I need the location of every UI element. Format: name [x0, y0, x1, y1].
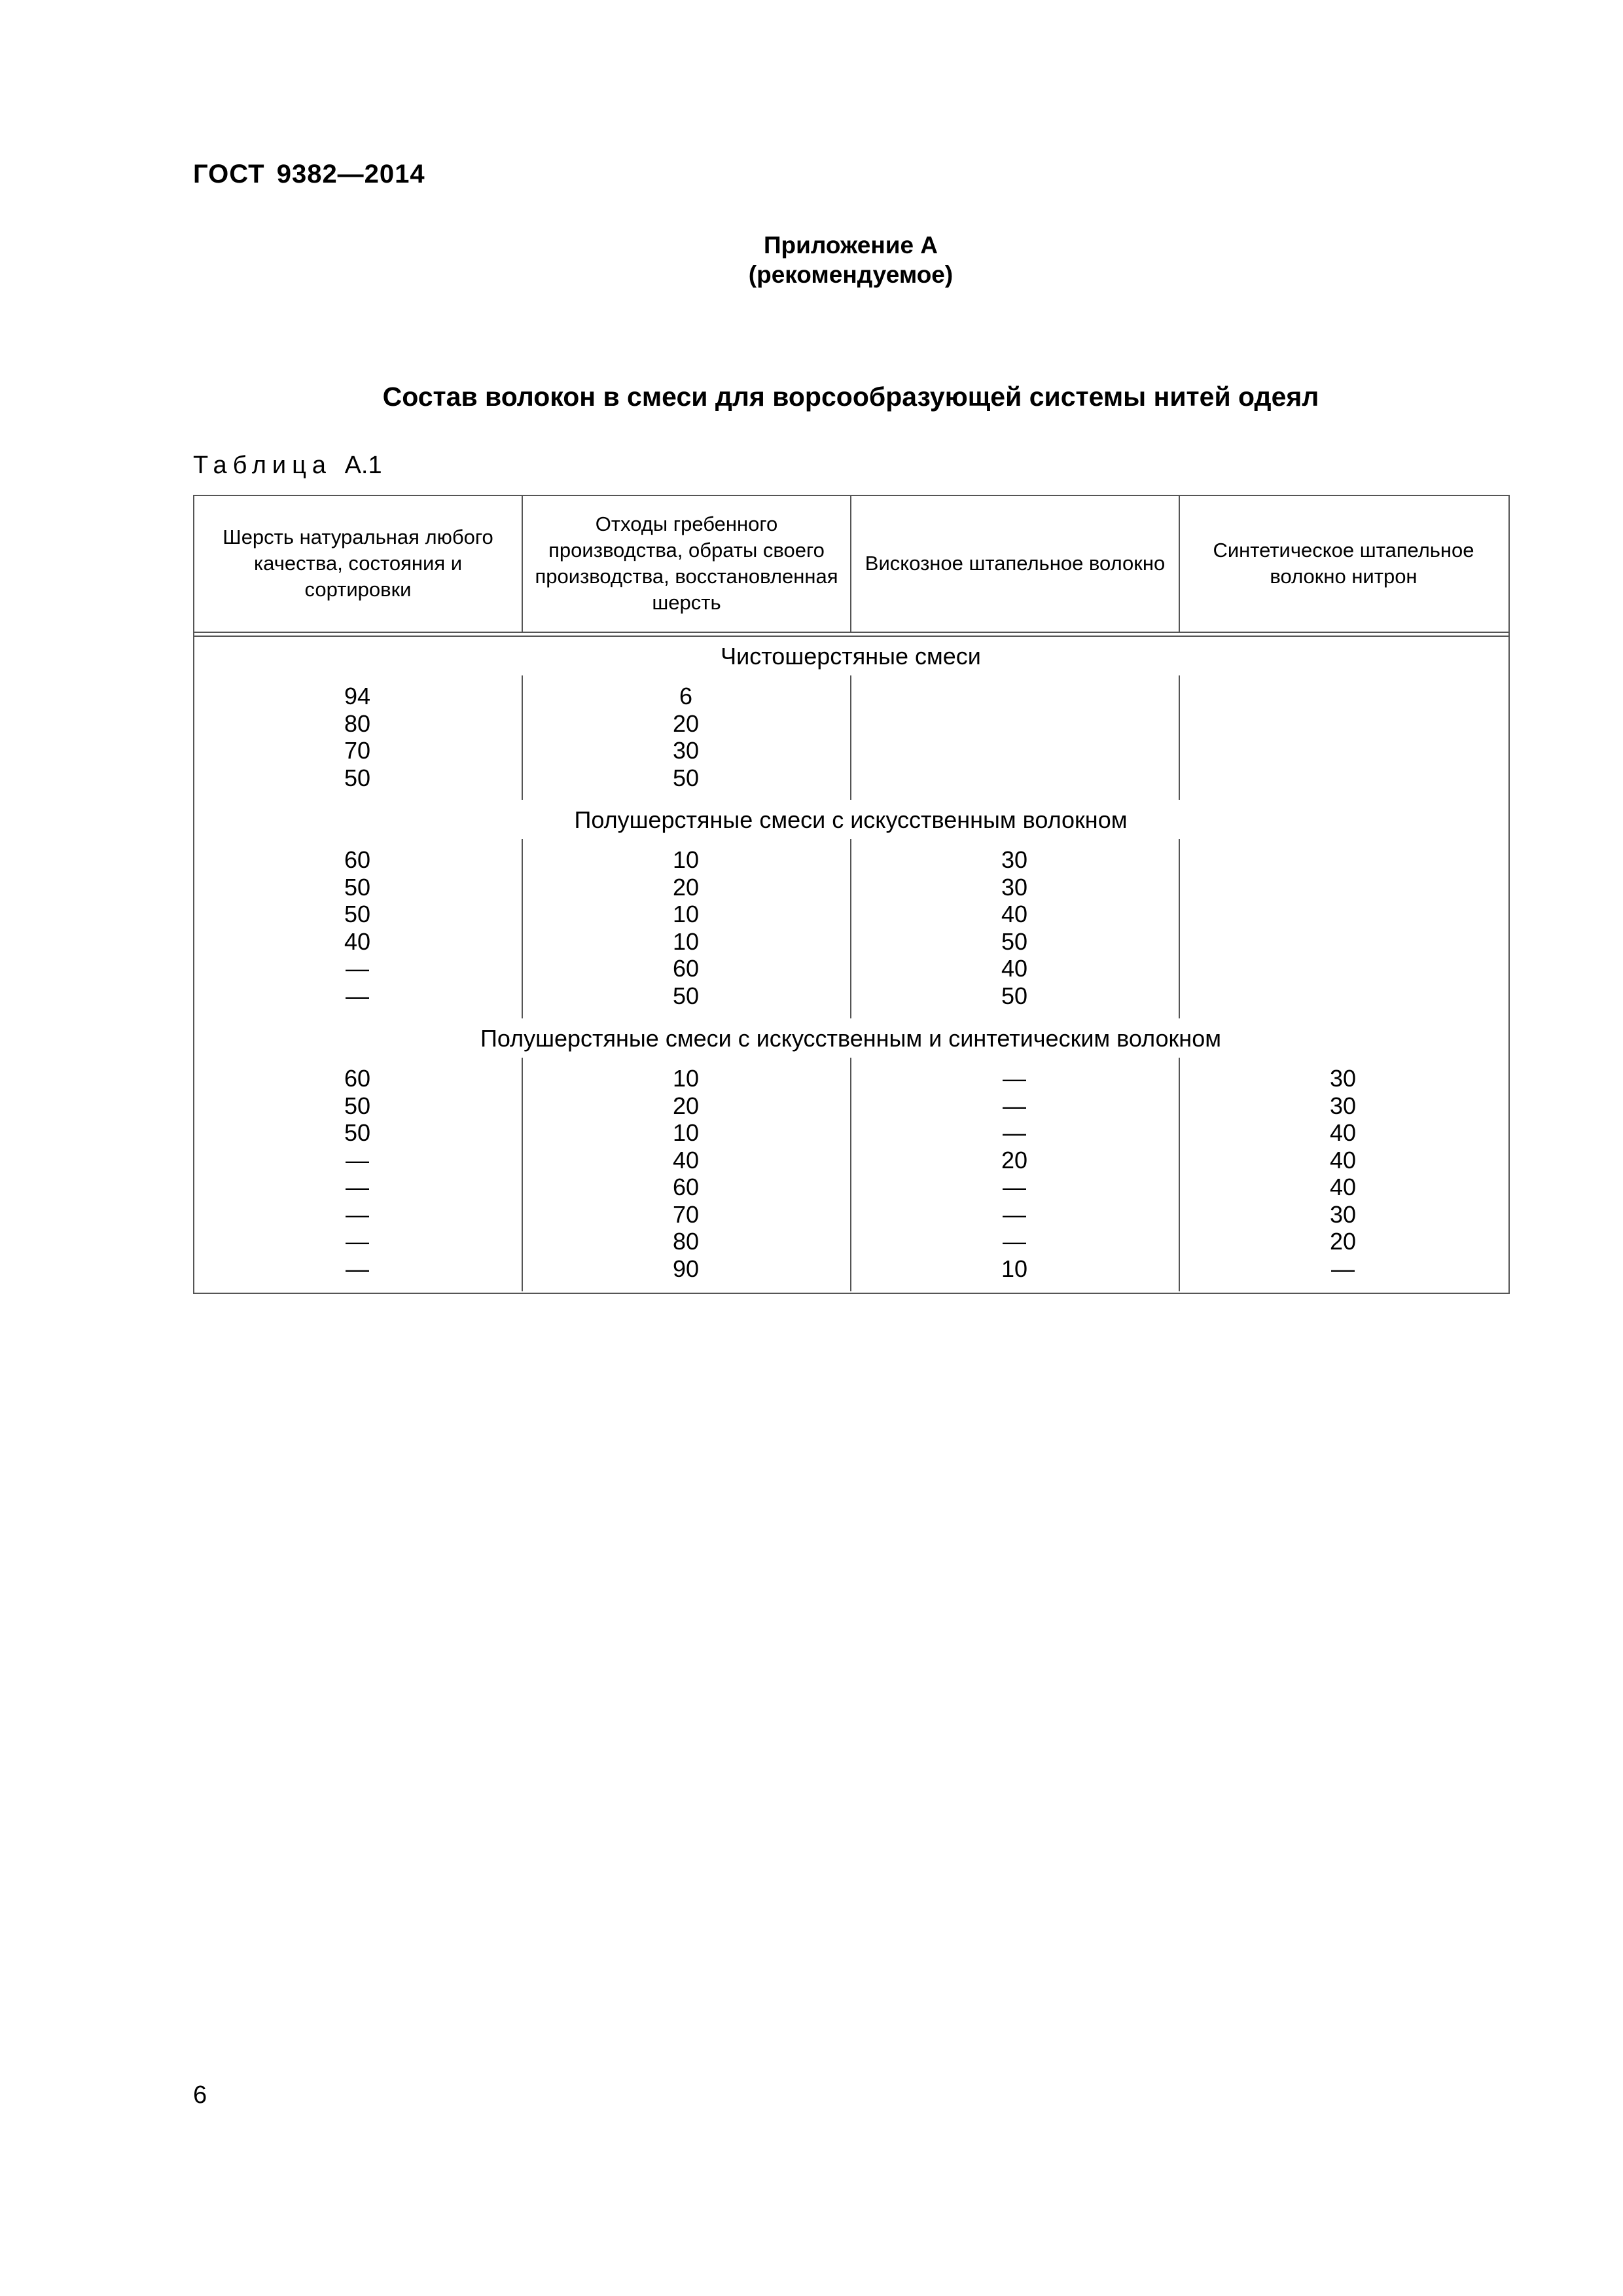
table-cell: 10: [672, 901, 700, 927]
table-cell: 40: [344, 927, 371, 955]
table-cell: —: [1003, 1065, 1026, 1092]
table-cell: —: [1003, 1200, 1026, 1228]
table-label-number: А.1: [344, 452, 382, 479]
table-cell: 10: [672, 927, 700, 955]
table-cell: 70: [344, 737, 371, 764]
table-cell: —: [1003, 1228, 1026, 1255]
table-cell: 10: [1001, 1255, 1028, 1282]
table-cell: 40: [1329, 1119, 1357, 1146]
table-cell: —: [1003, 1092, 1026, 1119]
header-rule-bottom: [193, 636, 1508, 637]
group3-column-waste: [522, 1065, 850, 1282]
table-cell: 94: [344, 683, 371, 709]
group3-column-viscose: [850, 1065, 1179, 1282]
table-cell: 50: [1001, 927, 1028, 955]
table-cell: 60: [672, 955, 700, 982]
table-cell: 50: [1001, 982, 1028, 1009]
table-cell: 10: [672, 1065, 700, 1092]
standard-code: ГОСТ 9382—2014: [193, 160, 425, 188]
group-title-half-wool-artificial: Полушерстяные смеси с искусственным волокном: [574, 806, 1128, 833]
table-cell: 60: [344, 1065, 371, 1092]
group3-column-wool: [193, 1065, 522, 1282]
table-cell: —: [346, 1146, 369, 1174]
page-number: 6: [193, 2081, 207, 2109]
table-label: [193, 452, 382, 480]
table-cell: 20: [1329, 1228, 1357, 1255]
group1-column-wool: [193, 683, 522, 791]
group-title-pure-wool: Чистошерстяные смеси: [721, 643, 981, 670]
group2-column-wool: [193, 846, 522, 1009]
table-cell: —: [1003, 1174, 1026, 1200]
table-cell: 50: [344, 873, 371, 901]
table-cell: 40: [1329, 1174, 1357, 1200]
table-cell: 10: [672, 1119, 700, 1146]
table-cell: —: [346, 1174, 369, 1200]
composition-table: [193, 495, 1508, 1293]
table-cell: 70: [672, 1200, 700, 1228]
group2-separator-3: [1179, 839, 1180, 1018]
table-cell: 30: [1001, 846, 1028, 873]
table-cell: 50: [344, 764, 371, 791]
header-cell-nitron: Синтетическое штапельное волокно нитрон: [1213, 539, 1474, 588]
table-cell: 50: [344, 1119, 371, 1146]
table-cell: 20: [1001, 1146, 1028, 1174]
appendix-title: Приложение А: [763, 232, 938, 259]
table-cell: 30: [1329, 1065, 1357, 1092]
group1-column-waste: [522, 683, 850, 791]
document-title: Состав волокон в смеси для ворсообразующей системы нитей одеял: [382, 382, 1319, 412]
table-cell: 60: [344, 846, 371, 873]
table-cell: 50: [672, 982, 700, 1009]
table-cell: 30: [1329, 1200, 1357, 1228]
group3-column-nitron: [1179, 1065, 1507, 1282]
header-cell-wool: Шерсть натуральная любого качества, состояния и сортировки: [223, 526, 493, 601]
table-cell: —: [346, 1200, 369, 1228]
table-cell: 40: [1329, 1146, 1357, 1174]
table-cell: 20: [672, 873, 700, 901]
table-cell: 50: [344, 901, 371, 927]
table-cell: 40: [1001, 955, 1028, 982]
table-cell: 80: [672, 1228, 700, 1255]
table-cell: 30: [1329, 1092, 1357, 1119]
group1-separator-3: [1179, 675, 1180, 800]
table-cell: 40: [672, 1146, 700, 1174]
table-cell: —: [346, 1255, 369, 1282]
group2-column-viscose: [850, 846, 1179, 1009]
header-cell-viscose: Вискозное штапельное волокно: [865, 552, 1166, 575]
table-cell: —: [1003, 1119, 1026, 1146]
table-cell: 50: [344, 1092, 371, 1119]
table-cell: 30: [672, 737, 700, 764]
table-cell: 40: [1001, 901, 1028, 927]
group-title-half-wool-artificial-synthetic: Полушерстяные смеси с искусственным и синтетическим волокном: [480, 1025, 1221, 1052]
table-cell: 60: [672, 1174, 700, 1200]
appendix-status: (рекомендуемое): [748, 261, 954, 288]
table-cell: 10: [672, 846, 700, 873]
table-cell: 30: [1001, 873, 1028, 901]
group2-column-waste: [522, 846, 850, 1009]
group1-separator-2: [850, 675, 851, 800]
table-cell: —: [346, 1228, 369, 1255]
table-cell: 20: [672, 709, 700, 737]
table-cell: 90: [672, 1255, 700, 1282]
table-cell: 50: [672, 764, 700, 791]
table-cell: —: [1331, 1255, 1355, 1282]
table-cell: —: [346, 982, 369, 1009]
table-cell: 6: [679, 683, 693, 709]
table-label-word: Таблица: [193, 452, 332, 479]
table-cell: 80: [344, 709, 371, 737]
header-cell-waste: Отходы гребенного производства, обраты своего производства, восстановленная шерсть: [535, 512, 838, 614]
table-cell: 20: [672, 1092, 700, 1119]
table-cell: —: [346, 955, 369, 982]
